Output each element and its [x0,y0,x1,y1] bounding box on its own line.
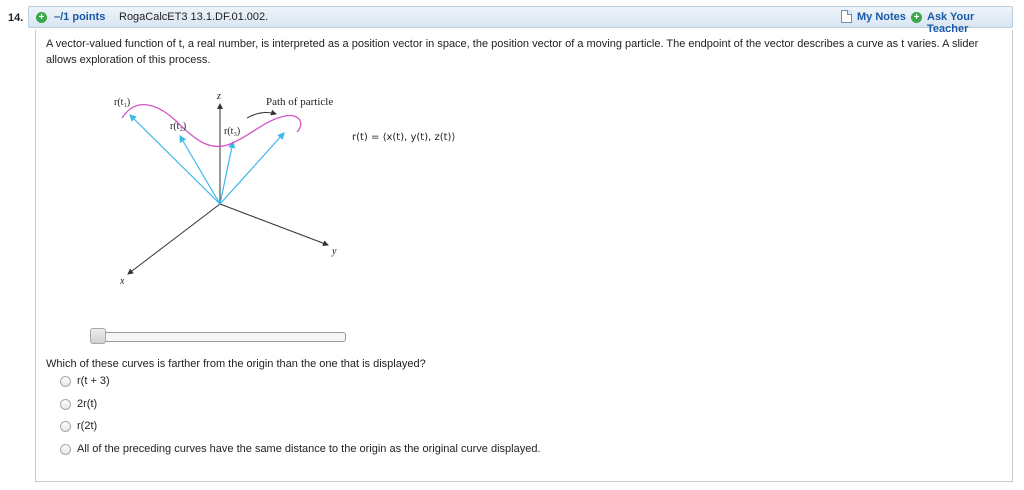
label-z: z [217,91,221,102]
radio-button[interactable] [60,421,71,432]
label-r2: r(t₂) [170,121,187,132]
intro-text: A vector-valued function of t, a real number, is interpreted as a position vector in space, the position vector of a moving particle. The endpoint of the vector describes a curve as t varies. A slider allows exploration of this process. [46,38,979,66]
slider-handle[interactable] [90,328,106,344]
particle-path-curve [122,105,301,147]
label-r1: r(t₁) [114,97,131,108]
path-direction-arrow [247,113,276,118]
ask-plus-icon[interactable]: + [911,12,922,23]
question-prompt: Which of these curves is farther from the origin than the one that is displayed? [46,358,426,370]
radio-button[interactable] [60,399,71,410]
radio-button[interactable] [60,376,71,387]
vector-r3 [220,142,233,204]
question-code: RogaCalcET3 13.1.DF.01.002. [119,11,269,23]
label-x: x [120,276,125,287]
notes-icon[interactable] [841,10,852,23]
y-axis [220,204,328,245]
question-number: 14. [8,12,24,24]
radio-button[interactable] [60,444,71,455]
x-axis [128,204,220,274]
question-header [28,6,1013,35]
option-label: 2r(t) [77,398,98,410]
ask-teacher-link[interactable]: Ask Your Teacher [927,11,975,35]
label-r3: r(t₃) [224,126,241,137]
path-of-particle-label: Path of particle [266,96,334,108]
label-y: y [332,246,337,257]
plus-icon[interactable]: + [36,12,47,23]
option-label: All of the preceding curves have the same distance to the origin as the original curve displayed. [77,443,541,455]
formula-label: r(t) = ⟨x(t), y(t), z(t)⟩ [352,132,456,143]
points-label: –/1 points [54,11,106,23]
position-vector-figure [100,86,500,296]
option-label: r(t + 3) [77,375,110,387]
my-notes-link[interactable]: My Notes [857,11,906,23]
slider-track[interactable] [91,332,346,342]
option-label: r(2t) [77,420,98,432]
